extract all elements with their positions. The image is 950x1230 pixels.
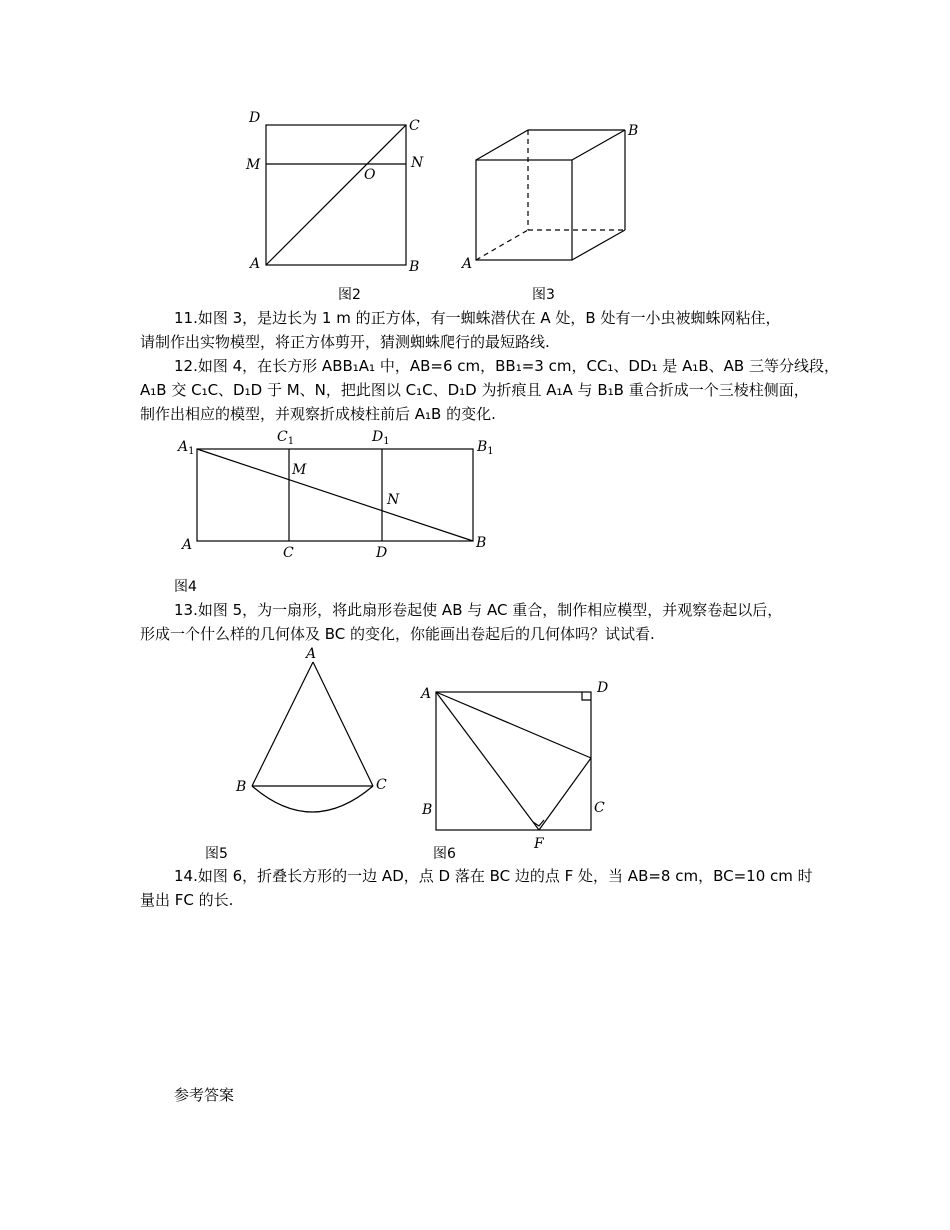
fig3-label-b: B [628, 123, 639, 139]
fig5-radius-ac [313, 662, 373, 786]
q14-line1: 14.如图 6，折叠长方形的一边 AD，点 D 落在 BC 边的点 F 处，当 AB=8 cm，BC=10 cm 时 [174, 867, 813, 885]
fig4-label-b1: $B_1$ [477, 439, 494, 457]
fig6-line-fe [539, 758, 591, 830]
fig2-label-a: A [250, 256, 261, 272]
fig4-label-c: C [283, 545, 294, 561]
q12-line3: 制作出相应的模型，并观察折成棱柱前后 A₁B 的变化. [140, 405, 496, 423]
fig6-right-angle-d [582, 692, 591, 700]
fig4-label-n: N [387, 492, 400, 508]
fig4-label-a1: $A_1$ [178, 439, 195, 457]
fig5-label-c: C [376, 777, 387, 793]
fig3-hidden-edge [476, 230, 528, 260]
fig4-caption: 图4 [174, 579, 197, 595]
fig4-diagonal-a1b [197, 449, 473, 541]
q11-line1: 11.如图 3，是边长为 1 m 的正方体，有一蜘蛛潜伏在 A 处，B 处有一小虫被蜘蛛网粘住， [174, 309, 781, 327]
fig5-radius-ab [252, 662, 313, 786]
fig3-front-face [476, 160, 572, 260]
fig5-label-a: A [306, 646, 317, 662]
fig3-label-a: A [462, 256, 473, 272]
q12-line1: 12.如图 4，在长方形 ABB₁A₁ 中，AB=6 cm，BB₁=3 cm，CC₁、DD₁ 是 A₁B、AB 三等分线段， [174, 357, 839, 375]
fig4-label-b: B [476, 535, 487, 551]
fig3-edge [476, 130, 528, 160]
fig4-label-c1: $C_1$ [277, 429, 295, 447]
fig2-label-b: B [409, 259, 420, 275]
fig2-label-m: M [246, 157, 261, 173]
fig6-label-b: B [422, 802, 433, 818]
fig3-caption: 图3 [532, 287, 555, 303]
fig2-diagonal-ac [266, 125, 406, 265]
fig4-label-m: M [292, 462, 307, 478]
fig4-label-d1: $D_1$ [372, 429, 390, 447]
fig6-caption: 图6 [433, 846, 456, 862]
fig6-label-c: C [594, 800, 605, 816]
fig6-label-d: D [597, 680, 609, 696]
fig5-arc-bc [252, 786, 373, 812]
q12-line2: A₁B 交 C₁C、D₁D 于 M、N，把此图以 C₁C、D₁D 为折痕且 A₁A 与 B₁B 重合折成一个三棱柱侧面， [140, 381, 809, 399]
fig5-caption: 图5 [205, 846, 228, 862]
q13-line1: 13.如图 5，为一扇形，将此扇形卷起使 AB 与 AC 重合，制作相应模型，并观察卷起以后， [174, 601, 783, 619]
fig2-label-c: C [409, 118, 420, 134]
fig6-line-ae [436, 692, 591, 758]
fig4-label-a: A [182, 537, 193, 553]
fig6-label-a: A [421, 686, 432, 702]
fig3-edge [572, 230, 625, 260]
fig2-label-n: N [411, 155, 424, 171]
fig2-caption: 图2 [338, 287, 361, 303]
fig6-label-f: F [534, 836, 544, 852]
fig5-label-b: B [236, 779, 247, 795]
fig2-label-d: D [249, 110, 261, 126]
fig6-rectangle [436, 692, 591, 830]
fig4-label-d: D [376, 545, 388, 561]
answer-heading: 参考答案 [174, 1086, 235, 1104]
fig6-line-af [436, 692, 539, 830]
q11-line2: 请制作出实物模型，将正方体剪开，猜测蜘蛛爬行的最短路线. [140, 333, 550, 351]
fig3-edge [572, 130, 625, 160]
q14-line2: 量出 FC 的长. [140, 891, 234, 909]
fig2-label-o: O [364, 167, 376, 183]
q13-line2: 形成一个什么样的几何体及 BC 的变化，你能画出卷起后的几何体吗？试试看. [140, 625, 655, 643]
